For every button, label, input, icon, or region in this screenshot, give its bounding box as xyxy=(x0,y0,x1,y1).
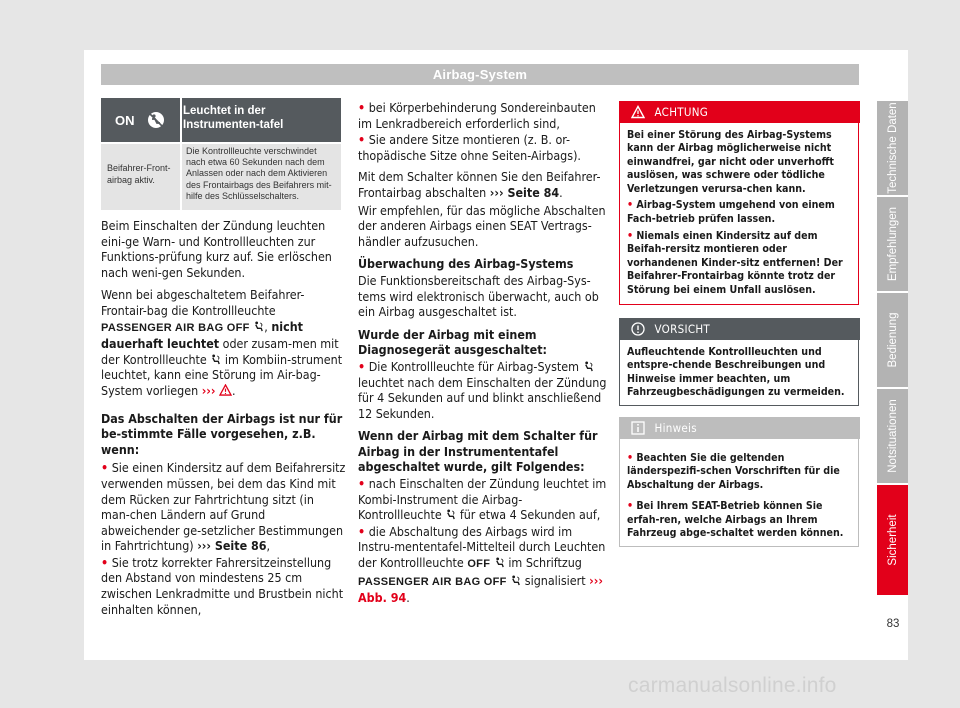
list-item: • nach Einschalten der Zündung leuchtet im Kombi-Instrument die Airbag- Kontrollleuchte für etwa 4 Sekunden auf, xyxy=(358,476,607,523)
info-icon xyxy=(631,421,645,435)
warning-box-title: ACHTUNG xyxy=(654,104,709,119)
text-column-1 xyxy=(101,218,346,618)
indicator-description: Die Kontrollleuchte verschwindet nach etwa 60 Sekunden nach dem Anlassen oder nach dem Aktivieren des Frontairbags des Beifahrers mit-hilfe des Schlüsselschalters. xyxy=(186,146,332,201)
list-item: • Sie einen Kindersitz auf dem Beifahrersitz verwenden müssen, bei dem das Kind mit dem Rücken zur Fahrtrichtung sitzt (in man-chen Ländern auf Grund abweichender ge-setzlicher Bestimmungen in Fahrtrichtung) ››› Seite 86, xyxy=(101,460,346,554)
airbag-warning-light-icon xyxy=(583,361,594,372)
page-header: Airbag-System xyxy=(101,64,859,85)
airbag-warning-light-icon xyxy=(210,354,221,365)
paragraph-intro: Beim Einschalten der Zündung leuchten eini-ge Warn- und Kontrollleuchten zur Funktions-prüfung kurz auf. Sie erlöschen nach weni-gen Sekunden. xyxy=(101,218,332,280)
indicator-table xyxy=(101,98,341,210)
airbag-seat-icon xyxy=(253,321,264,332)
page-number: 83 xyxy=(886,618,900,630)
airbag-warning-light-icon xyxy=(445,509,456,520)
figure-reference-link[interactable]: ››› Abb. 94 xyxy=(358,572,603,606)
list-item: • bei Körperbehinderung Sondereinbauten im Lenkradbereich erforderlich sind, xyxy=(358,100,596,131)
airbag-disabled-icon xyxy=(147,111,165,129)
list-item: • die Abschaltung des Airbags wird im Instru-mententafel-Mittelteil durch Leuchten der Kontrollleuchte OFF im Schriftzug PASSENGER AIR BAG OFF signalisiert ››› Abb. 94. xyxy=(358,523,606,606)
warning-triangle-icon[interactable] xyxy=(219,384,232,396)
warning-reference[interactable]: ››› xyxy=(201,382,216,398)
airbag-seat-icon xyxy=(510,575,521,586)
svg-text:ON: ON xyxy=(115,113,135,128)
indicator-table-header-text: Leuchtet in der Instrumenten-tafel xyxy=(183,105,284,131)
warning-triangle-icon xyxy=(631,105,645,119)
list-item: • Sie andere Sitze montieren (z. B. or-thopädische Sitze ohne Seiten-Airbags). xyxy=(358,132,581,163)
paragraph-monitoring: Die Funktionsbereitschaft des Airbag-Sys-tems wird elektronisch überwacht, auch ob ein Airbag ausgeschaltet ist. xyxy=(358,272,599,320)
list-item: • Sie trotz korrekter Fahrersitzeinstellung den Abstand von mindestens 25 cm zwischen Lenkradmitte und Brustbein nicht einhalten können, xyxy=(101,554,344,617)
tab-notsituationen[interactable]: Notsituationen xyxy=(877,389,908,483)
tab-bedienung[interactable]: Bedienung xyxy=(877,293,908,387)
paragraph-fault: Wenn bei abgeschaltetem Beifahrer-Frontair-bag die Kontrollleuchte PASSENGER AIR BAG OFF , nicht dauerhaft leuchtet oder zusam-men mit der Kontrollleuchte im Kombiin-strument leuchtet, kann eine Störung im Air-bag-System vorliegen ››› . xyxy=(101,287,343,398)
tab-empfehlungen[interactable]: Empfehlungen xyxy=(877,197,908,291)
tab-technische-daten[interactable]: Technische Daten xyxy=(877,101,908,195)
list-item: • Bei Ihrem SEAT-Betrieb können Sie erfah-ren, welche Airbags an Ihrem Fahrzeug abge-schaltet werden können. xyxy=(627,500,844,540)
warning-box-header xyxy=(619,101,860,123)
paragraph-recommend: Wir empfehlen, für das mögliche Abschalten der anderen Airbags einen SEAT Vertrags-händler aufzusuchen. xyxy=(358,202,606,249)
list-item: • Niemals einen Kindersitz auf dem Beifah-rersitz montieren oder vorhandenen Kinder-sitz entfernen! Der Beifahrer-Frontairbag könnte trotz der Störung bei einem Unfall auslösen. xyxy=(627,229,843,297)
list-item: • Die Kontrollleuchte für Airbag-System leuchtet nach dem Einschalten der Zündung für 4 Sekunden auf und blinkt anschließend 12 Sekunden. xyxy=(358,358,607,421)
note-box-title: Hinweis xyxy=(654,420,697,435)
section-heading: Das Abschalten der Airbags ist nur für be-stimmte Fälle vorgesehen, z.B. wenn: xyxy=(101,410,343,457)
off-indicator: OFF xyxy=(467,558,491,571)
passenger-airbag-off-indicator: PASSENGER AIR BAG OFF xyxy=(358,575,507,588)
warning-box-body: Bei einer Störung des Airbag-Systems kann der Airbag möglicherweise nicht einwandfrei, gar nicht oder unverhofft auslösen, was schwere oder tödliche Verletzungen verursa-chen kann. • Airbag-System umgehend von einem Fach-betrieb prüfen lassen. • Niemals einen Kindersitz auf dem Beifah-rersitz montieren oder vorhandenen Kinder-sitz entfernen! Der Beifahrer-Frontairbag könnte trotz der Störung bei einem Unfall auslösen. xyxy=(620,123,858,304)
indicator-table-row xyxy=(101,144,341,210)
note-box-body xyxy=(620,439,858,548)
section-heading: Wenn der Airbag mit dem Schalter für Airbag in der Instrumententafel abgeschaltet wurde, gilt Folgendes: xyxy=(358,428,598,475)
caution-box-title: VORSICHT xyxy=(654,321,711,336)
tab-sicherheit[interactable]: Sicherheit xyxy=(877,485,908,595)
section-heading: Überwachung des Airbag-Systems xyxy=(358,256,574,272)
indicator-icons xyxy=(101,98,179,142)
note-box-header xyxy=(619,417,860,439)
text-column-2 xyxy=(358,100,608,607)
watermark: carmanualsonline.info xyxy=(628,674,837,697)
airbag-seat-icon xyxy=(494,557,505,568)
caution-icon xyxy=(631,322,645,336)
page-reference-link[interactable]: ››› Seite 84 xyxy=(489,184,560,200)
caution-box-body: Aufleuchtende Kontrollleuchten und entspre-chende Beschreibungen und Hinweise immer beachten, um Fahrzeugbeschädigungen zu vermeiden. xyxy=(627,345,845,399)
list-item: • Airbag-System umgehend von einem Fach-betrieb prüfen lassen. xyxy=(627,199,835,226)
passenger-airbag-off-indicator: PASSENGER AIR BAG OFF xyxy=(101,321,250,334)
indicator-table-header xyxy=(101,98,341,142)
list-item: • Beachten Sie die geltenden länderspezifi-schen Vorschriften für die Abschaltung der Airbags. xyxy=(627,451,840,491)
section-heading: Wurde der Airbag mit einem Diagnosegerät ausgeschaltet: xyxy=(358,326,547,358)
note-box xyxy=(619,417,859,547)
warning-box xyxy=(619,101,859,305)
indicator-condition: Beifahrer-Front-airbag aktiv. xyxy=(107,163,171,185)
caution-box-header xyxy=(619,318,860,340)
table-divider xyxy=(180,98,182,210)
caution-box xyxy=(619,318,859,406)
airbag-off-icon xyxy=(115,111,141,129)
paragraph-switch: Mit dem Schalter können Sie den Beifahrer-Frontairbag abschalten ››› Seite 84. xyxy=(358,169,601,200)
page-reference-link[interactable]: ››› Seite 86 xyxy=(197,538,267,554)
